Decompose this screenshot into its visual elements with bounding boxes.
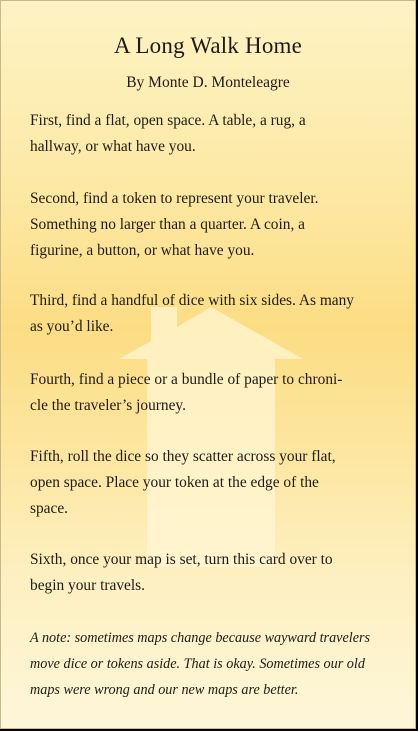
instruction-line: cle the traveler’s journey.: [30, 397, 186, 414]
instruction-line: begin your travels.: [30, 577, 145, 594]
instruction-line: Second, find a token to represent your traveler.: [30, 190, 319, 207]
instruction-third: [30, 288, 392, 340]
instruction-line: figurine, a button, or what have you.: [30, 242, 255, 259]
note-line: A note: sometimes maps change because wayward travelers: [30, 630, 371, 646]
instruction-second: [30, 186, 392, 264]
instruction-line: space.: [30, 500, 69, 517]
card-note: [30, 625, 392, 703]
instruction-line: Sixth, once your map is set, turn this card over to: [30, 551, 333, 568]
note-line: maps were wrong and our new maps are better.: [30, 682, 299, 698]
instruction-line: Something no larger than a quarter. A coin, a: [30, 216, 305, 233]
instruction-line: hallway, or what have you.: [30, 138, 196, 155]
instruction-line: First, find a flat, open space. A table, a rug, a: [30, 112, 306, 129]
instruction-first: [30, 108, 392, 160]
instruction-sixth: [30, 547, 392, 599]
instruction-fourth: [30, 367, 392, 419]
instruction-line: open space. Place your token at the edge of the: [30, 474, 319, 491]
card-title: A Long Walk Home: [113, 33, 303, 58]
instruction-line: Fifth, roll the dice so they scatter across your flat,: [30, 448, 336, 465]
instruction-line: as you’d like.: [30, 318, 114, 335]
instruction-fifth: [30, 444, 392, 522]
note-line: move dice or tokens aside. That is okay. Sometimes our old: [30, 656, 365, 672]
instruction-line: Fourth, find a piece or a bundle of paper to chroni-: [30, 371, 343, 388]
card-byline: By Monte D. Monteleagre: [126, 74, 290, 91]
house-silhouette-icon: [119, 307, 303, 567]
instruction-line: Third, find a handful of dice with six sides. As many: [30, 292, 355, 309]
